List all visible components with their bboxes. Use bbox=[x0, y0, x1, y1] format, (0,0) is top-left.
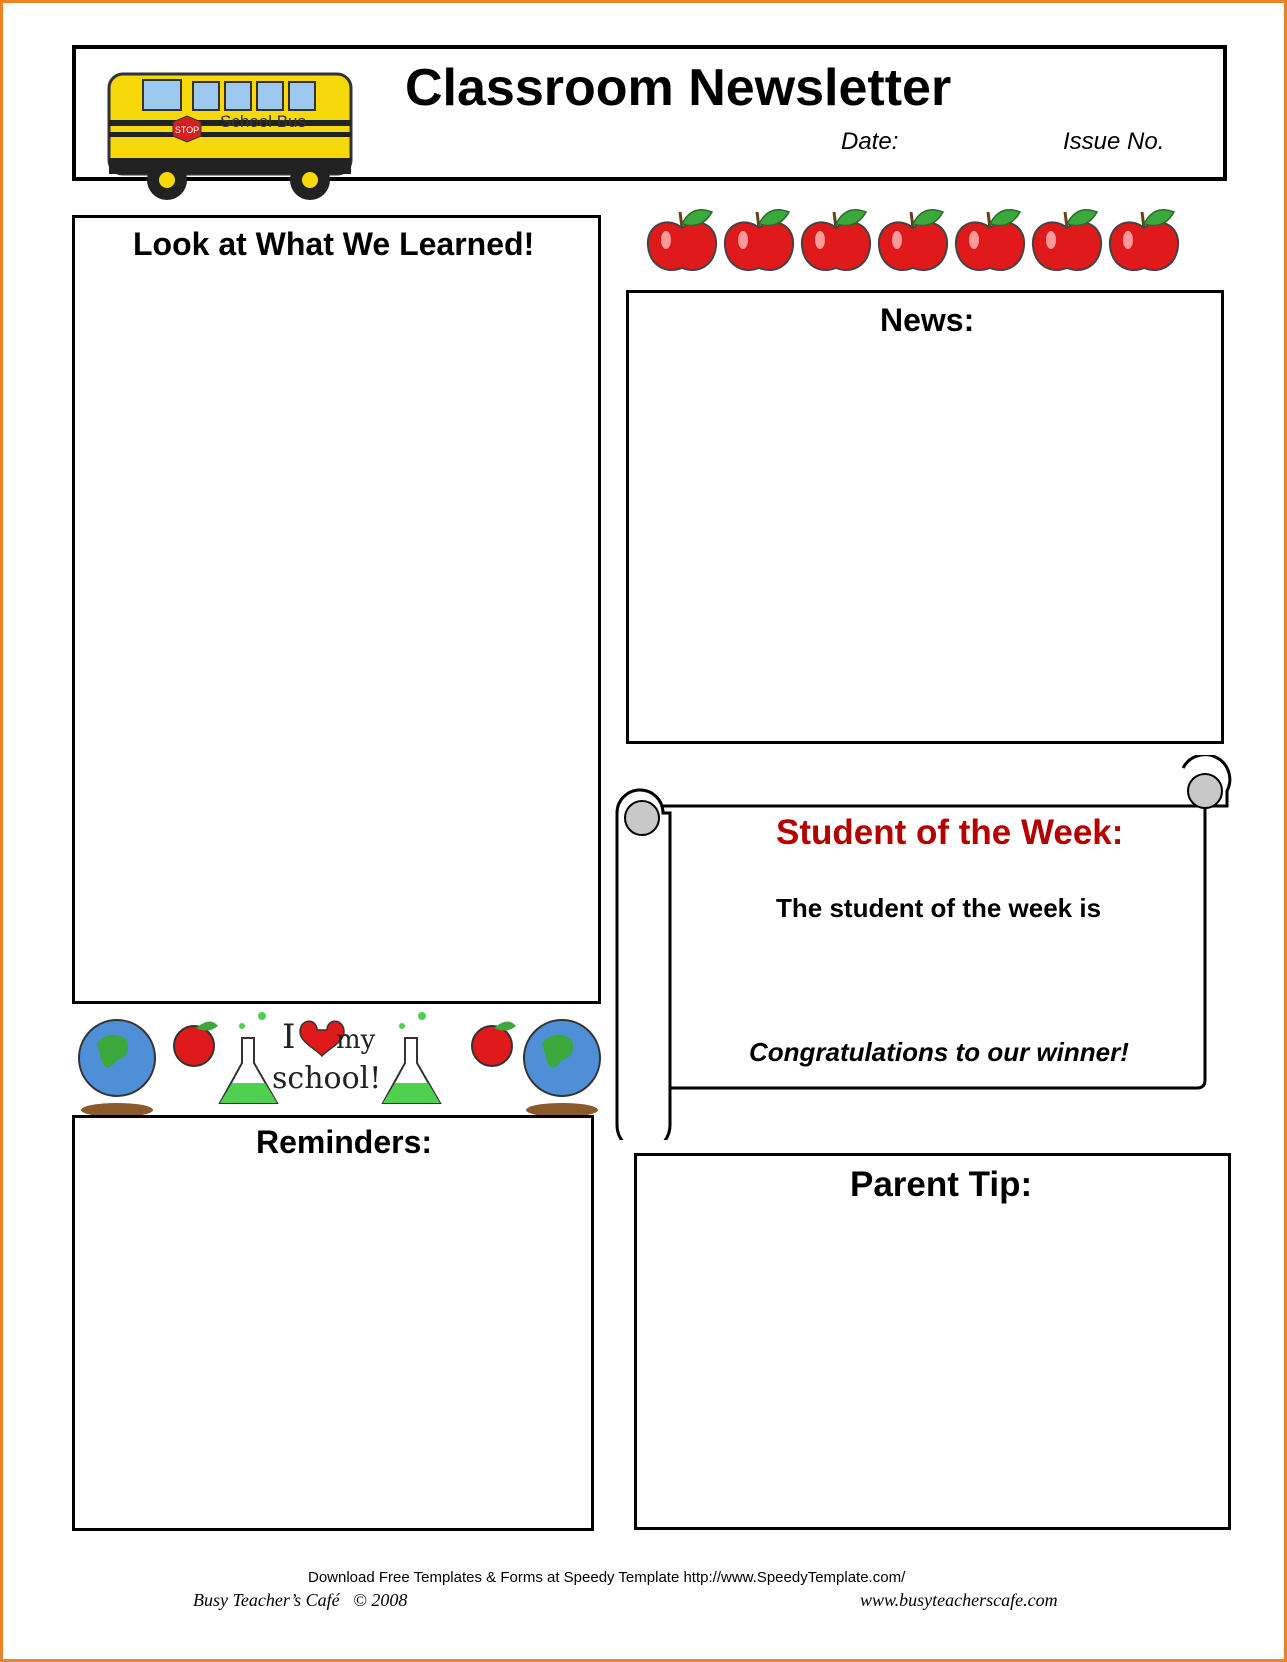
student-of-week-heading: Student of the Week: bbox=[776, 813, 1124, 852]
learned-box bbox=[72, 215, 601, 1004]
apple-icon bbox=[879, 210, 947, 270]
apple-icon bbox=[1110, 210, 1178, 270]
reminders-box bbox=[72, 1115, 594, 1531]
flask-icon bbox=[383, 1012, 440, 1103]
globe-icon bbox=[524, 1020, 600, 1117]
issue-label: Issue No. bbox=[1063, 128, 1165, 155]
apple-icon bbox=[648, 210, 716, 270]
learned-heading: Look at What We Learned! bbox=[133, 226, 535, 262]
apple-icon bbox=[1033, 210, 1101, 270]
flask-icon bbox=[220, 1012, 277, 1103]
globe-icon bbox=[79, 1020, 155, 1117]
footer-download-text: Download Free Templates & Forms at Speedy Template http://www.SpeedyTemplate.com/ bbox=[308, 1569, 906, 1586]
news-box bbox=[626, 290, 1224, 744]
apple-icon bbox=[472, 1021, 516, 1066]
banner-school: school! bbox=[272, 1061, 382, 1096]
school-banner bbox=[72, 1008, 612, 1118]
congrats-text: Congratulations to our winner! bbox=[749, 1037, 1129, 1067]
page-title: Classroom Newsletter bbox=[405, 59, 952, 117]
student-of-week-body: The student of the week is bbox=[776, 893, 1102, 923]
apple-icon bbox=[956, 210, 1024, 270]
date-label: Date: bbox=[841, 128, 899, 155]
reminders-heading: Reminders: bbox=[256, 1124, 433, 1160]
news-heading: News: bbox=[880, 302, 975, 338]
stop-sign-text: STOP bbox=[174, 125, 200, 135]
school-bus-icon bbox=[105, 70, 365, 205]
apple-icon bbox=[725, 210, 793, 270]
banner-i: I bbox=[282, 1017, 296, 1057]
footer-credit: Busy Teacher’s Café © 2008 bbox=[193, 1590, 408, 1610]
parent-tip-heading: Parent Tip: bbox=[850, 1165, 1033, 1204]
apple-icon bbox=[174, 1021, 218, 1066]
footer-site: www.busyteacherscafe.com bbox=[860, 1590, 1058, 1610]
banner-my: my bbox=[336, 1025, 376, 1055]
apple-row bbox=[645, 198, 1195, 278]
parent-tip-box bbox=[634, 1153, 1231, 1530]
bus-sign-text: School Bus bbox=[220, 112, 306, 131]
apple-icon bbox=[802, 210, 870, 270]
